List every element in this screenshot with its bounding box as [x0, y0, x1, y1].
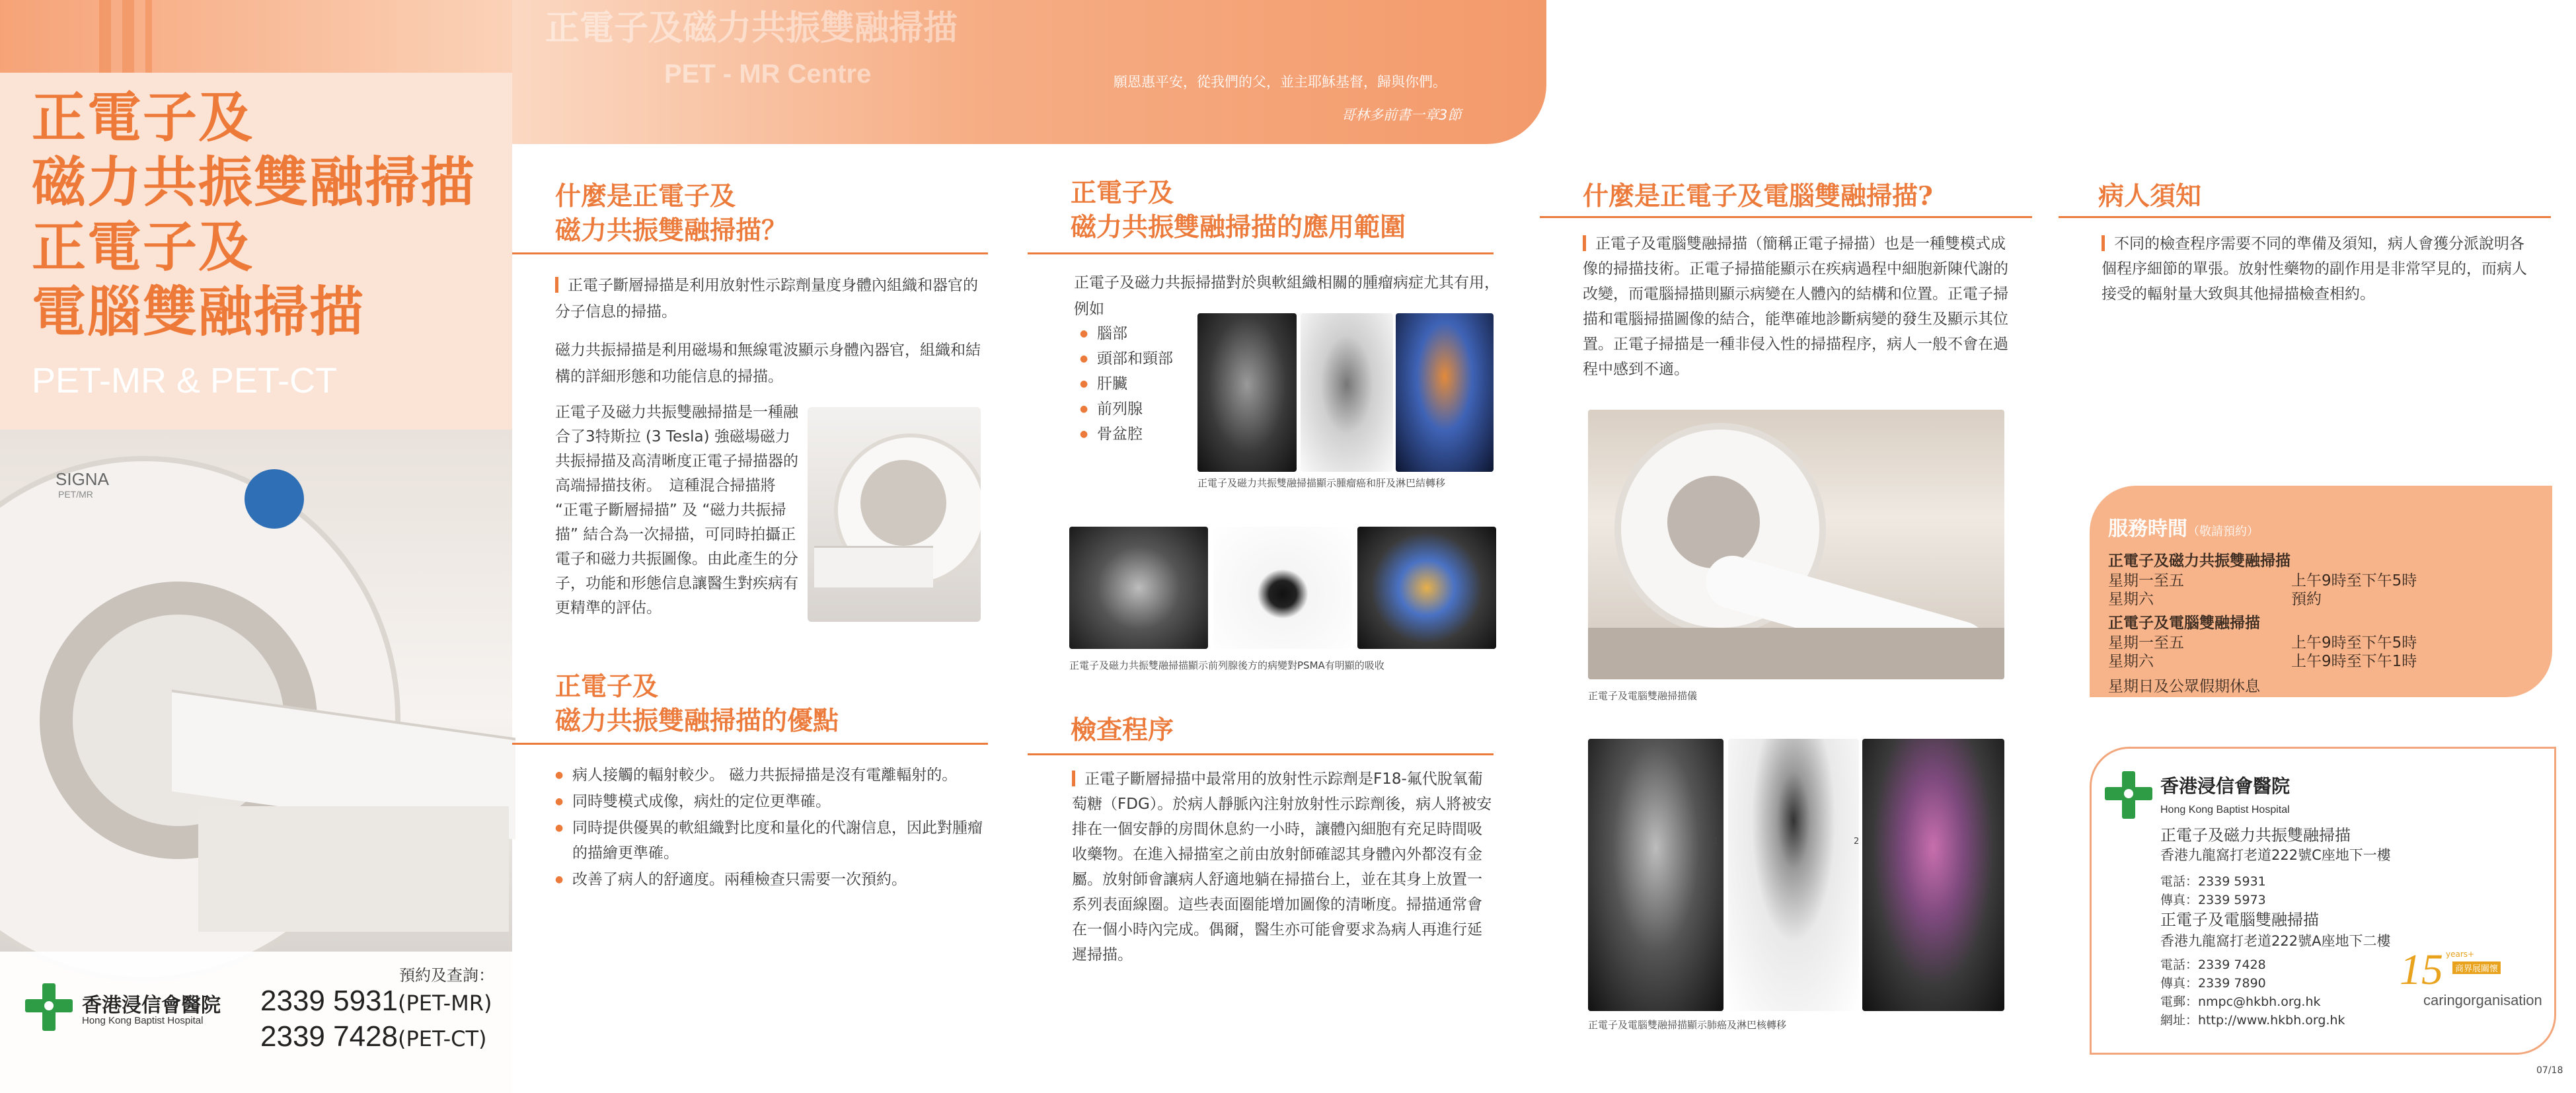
heading-rule: [512, 252, 988, 254]
ct-body-scan-image: [1588, 739, 1724, 1011]
pet-pelvis-scan-image: [1213, 527, 1352, 649]
procedure-text: 正電子斷層掃描中最常用的放射性示踪劑是F18-氟代脫氧葡萄糖（FDG）。於病人靜脈內注射放射性示踪劑後，病人將被安排在一個安靜的房間休息約一小時，讓體內細胞有充足時間吸收藥物。在進入掃描室之前由放射師確認其身體內外都沒有金屬。放射師會讓病人舒適地躺在掃描台上，並在其身上放置一系列表面線圈。這些表面圈能增加圖像的清晰度。掃描通常會在一個小時內完成。偶爾，醫生亦可能會要求為病人再進行延遲掃描。: [1072, 771, 1492, 963]
application-item: ● 前列腺: [1097, 396, 1143, 422]
heading-applications-line1: 正電子及: [1071, 178, 1174, 208]
applications-caption-1: 正電子及磁力共振雙融掃描顯示腫瘤癌和肝及淋巴結轉移: [1197, 477, 1446, 489]
pet-body-scan-image-2: [1728, 739, 1859, 1011]
heading-rule: [1028, 252, 1494, 254]
scanner-brand-label: SIGNA: [56, 469, 109, 489]
contact-pet-mr-fax: 傳真：2339 5973: [2160, 893, 2266, 907]
pet-mr-room-photo: [808, 407, 981, 622]
cover-hospital-name-en: Hong Kong Baptist Hospital: [82, 1015, 204, 1026]
phone-pet-mr: 2339 5931(PET-MR): [260, 985, 492, 1017]
advantage-item: ● 同時雙模式成像，病灶的定位更準確。: [572, 789, 989, 814]
service-hours-box: [2090, 486, 2552, 697]
service-time: 上午9時至下午1時: [2291, 653, 2417, 670]
pet-ct-caption-1: 正電子及電腦雙融掃描儀: [1588, 690, 1698, 702]
application-item: ● 肝臟: [1097, 371, 1127, 396]
application-item: ● 骨盆腔: [1097, 422, 1143, 447]
heading-procedure: 檢查程序: [1071, 715, 1174, 745]
contact-hospital-name-en: Hong Kong Baptist Hospital: [2160, 804, 2290, 815]
service-group-pet-mr: 正電子及磁力共振雙融掃描: [2108, 552, 2291, 570]
contact-pet-ct-tel: 電話：2339 7428: [2160, 958, 2266, 972]
mr-pelvis-scan-image: [1069, 527, 1208, 649]
application-item: ● 頭部和頸部: [1097, 346, 1173, 371]
pet-ct-caption-2: 正電子及電腦雙融掃描顯示肺癌及淋巴核轉移: [1588, 1019, 1787, 1031]
header-watermark-zh: 正電子及磁力共振雙融掃描: [545, 9, 958, 48]
cover-title-line-3: 正電子及: [32, 216, 254, 279]
contact-pet-mr-address: 香港九龍窩打老道222號C座地下一樓: [2160, 847, 2391, 863]
header-watermark-en: PET - MR Centre: [664, 59, 872, 89]
hospital-logo-icon: [2105, 771, 2152, 819]
pet-body-scan-image: [1301, 313, 1393, 472]
service-day: 星期六: [2108, 591, 2154, 608]
phone-pet-ct: 2339 7428(PET-CT): [260, 1020, 487, 1053]
mri-definition-text: 磁力共振掃描是利用磁場和無線電波顯示身體內器官，組織和結構的詳細形態和功能信息的掃描。: [555, 342, 981, 385]
service-time: 預約: [2291, 591, 2322, 608]
heading-what-is-pet-mr-line1: 什麼是正電子及: [555, 181, 736, 211]
pet-ct-scanner-photo: [1588, 410, 2004, 679]
contact-pet-ct-title: 正電子及電腦雙融掃描: [2160, 911, 2319, 929]
cover-contact-strip: [0, 952, 512, 1093]
bible-verse: 願恩惠平安，從我們的父，並主耶穌基督，歸與你們。: [1114, 74, 1447, 90]
contact-hospital-name-zh: 香港浸信會醫院: [2160, 775, 2291, 797]
service-time: 上午9時至下午5時: [2291, 572, 2417, 589]
heading-advantages-line2: 磁力共振雙融掃描的優點: [555, 706, 839, 736]
fused-pet-ct-scan-image: [1862, 739, 2004, 1011]
applications-intro: 正電子及磁力共振掃描對於與軟組織相關的腫瘤病症尤其有用，例如: [1074, 274, 1499, 318]
contact-pet-mr-tel: 電話：2339 5931: [2160, 874, 2266, 889]
heading-patient-notes: 病人須知: [2098, 181, 2202, 211]
pet-definition-text: 正電子斷層掃描是利用放射性示踪劑量度身體內組織和器官的分子信息的掃描。: [555, 277, 978, 320]
heading-applications-line2: 磁力共振雙融掃描的應用範圍: [1071, 212, 1406, 243]
heading-what-is-pet-ct: 什麼是正電子及電腦雙融掃描?: [1583, 181, 1933, 211]
contact-pet-ct-address: 香港九龍窩打老道222號A座地下二樓: [2160, 933, 2391, 949]
cover-hospital-name-zh: 香港浸信會醫院: [82, 994, 221, 1017]
scan-number-2: 2: [1854, 837, 1860, 847]
cover-title-line-1: 正電子及: [32, 87, 254, 149]
contact-box: [2090, 747, 2556, 1055]
cover-title-line-4: 電腦雙融掃描: [32, 281, 365, 344]
pet-ct-description-text: 正電子及電腦雙融掃描（簡稱正電子掃描）也是一種雙模式成像的掃描技術。正電子掃描能顯示在疾病過程中細胞新陳代謝的改變，而電腦掃描則顯示病變在人體內的結構和位置。正電子掃描和電腦掃描圖像的結合，能準確地診斷病變的發生及顯示其位置。正電子掃描是一種非侵入性的掃描程序，病人一般不會在過程中感到不適。: [1583, 235, 2008, 378]
service-holiday-note: 星期日及公眾假期休息: [2108, 678, 2260, 695]
application-item: ● 腦部: [1097, 321, 1127, 346]
service-time: 上午9時至下午5時: [2291, 634, 2417, 652]
booking-label: 預約及查詢：: [399, 966, 494, 985]
heading-rule: [2059, 216, 2551, 218]
page-code: 07/18: [2536, 1065, 2563, 1076]
applications-caption-2: 正電子及磁力共振雙融掃描顯示前列腺後方的病變對PSMA有明顯的吸收: [1069, 660, 1384, 671]
service-hours-title: 服務時間（敬請預約）: [2108, 517, 2259, 541]
caring-organisation-badge: 15 years+ 商界展關懷 caringorganisation: [2400, 946, 2542, 1008]
header-band: [512, 0, 1546, 144]
cover-title-line-2: 磁力共振雙融掃描: [32, 151, 476, 214]
heading-what-is-pet-mr-line2: 磁力共振雙融掃描？: [555, 215, 788, 246]
hospital-logo-icon: [25, 983, 73, 1031]
heading-rule: [1028, 753, 1494, 755]
cover-subtitle: PET-MR & PET-CT: [32, 361, 338, 400]
patient-notes-text: 不同的檢查程序需要不同的準備及須知，病人會獲分派說明各個程序細節的單張。放射性藥物的副作用是非常罕見的，而病人接受的輻射量大致與其他掃描檢查相約。: [2102, 235, 2527, 303]
heading-rule: [512, 743, 988, 745]
scan-number-1: 1: [1713, 837, 1719, 847]
cover-top-band: [0, 0, 512, 73]
cover-panel: [0, 0, 512, 1093]
fused-pelvis-scan-image: [1357, 527, 1496, 649]
service-day: 星期一至五: [2108, 634, 2184, 652]
contact-email[interactable]: 電郵：nmpc@hkbh.org.hk: [2160, 995, 2321, 1009]
heading-advantages-line1: 正電子及: [555, 671, 659, 702]
contact-pet-mr-title: 正電子及磁力共振雙融掃描: [2160, 826, 2351, 845]
fused-body-scan-image: [1396, 313, 1494, 472]
scanner-model-label: PET/MR: [58, 489, 93, 500]
service-day: 星期一至五: [2108, 572, 2184, 589]
advantage-item: ● 病人接觸的輻射較少。 磁力共振掃描是沒有電離輻射的。: [572, 763, 989, 788]
advantage-item: ● 同時提供優異的軟組織對比度和量化的代謝信息，因此對腫瘤的描繪更準確。: [572, 815, 989, 866]
contact-pet-ct-fax: 傳真：2339 7890: [2160, 976, 2266, 991]
bible-verse-reference: 哥林多前書一章3節: [1342, 107, 1462, 123]
advantage-item: ● 改善了病人的舒適度。兩種檢查只需要一次預約。: [572, 867, 989, 892]
mr-body-scan-image: [1197, 313, 1297, 472]
pet-mr-description-text: 正電子及磁力共振雙融掃描是一種融合了3特斯拉 (3 Tesla) 強磁場磁力共振掃描及高清晰度正電子掃描器的高端掃描技術。 這種混合掃描將 “正電子斷層掃描” 及 “磁力共振掃描” 結合為一次掃描，可同時拍攝正電子和磁力共振圖像。由此產生的分子，功能和形態信息讓醫生對疾病有更精準的評估。: [555, 404, 798, 617]
heading-rule: [1540, 216, 2032, 218]
service-group-pet-ct: 正電子及電腦雙融掃描: [2108, 615, 2260, 632]
service-day: 星期六: [2108, 653, 2154, 670]
contact-website[interactable]: 網址：http://www.hkbh.org.hk: [2160, 1013, 2345, 1028]
pet-mr-scanner-photo: [0, 430, 512, 952]
